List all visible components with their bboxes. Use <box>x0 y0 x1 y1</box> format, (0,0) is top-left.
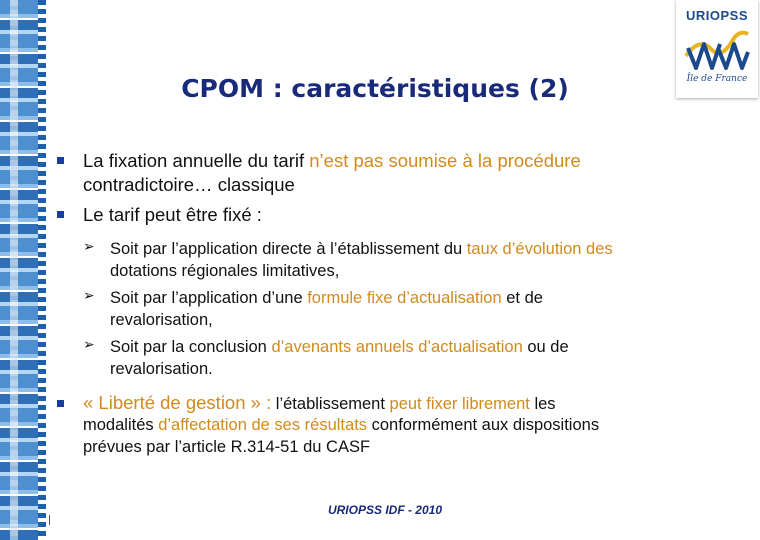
liberte-line-3: prévues par l’article R.314-51 du CASF <box>83 438 371 456</box>
sub-item-2-line-1: Soit par l’application d’une formule fixe d’actualisation et de <box>110 289 543 307</box>
sub-item-2-line-2: revalorisation, <box>110 311 213 329</box>
bullet-1-line-1: La fixation annuelle du tarif n’est pas soumise à la procédure <box>83 150 581 171</box>
bullet-1-line-2: contradictoire… classique <box>83 174 295 195</box>
logo-name: URIOPSS <box>685 8 748 23</box>
footer-text: URIOPSS IDF - 2010 <box>327 503 443 517</box>
sub-item-3-line-2: revalorisation. <box>110 360 213 378</box>
uriopss-logo <box>676 0 758 98</box>
arrow-bullet-icon: ➢ <box>83 337 95 353</box>
logo-wave-icon <box>682 26 752 72</box>
stripe-edge-pattern <box>38 0 46 540</box>
sub-item-3-line-1: Soit par la conclusion d’avenants annuels d’actualisation ou de <box>110 338 569 356</box>
liberte-line-2: modalités d’affectation de ses résultats conformément aux dispositions <box>83 416 600 434</box>
bullet-marker <box>57 211 64 218</box>
left-decorative-stripe <box>0 0 46 540</box>
bullet-marker <box>57 400 64 407</box>
logo-signature: Île de France <box>686 74 748 84</box>
bullet-2-line-1: Le tarif peut être fixé : <box>83 204 262 225</box>
sub-item-1-line-1: Soit par l’application directe à l’établissement du taux d’évolution des <box>110 240 613 258</box>
bullet-marker <box>57 157 64 164</box>
stripe-inner-pattern <box>10 0 18 540</box>
arrow-bullet-icon: ➢ <box>83 288 95 304</box>
liberte-line-1: « Liberté de gestion » : l’établissement peut fixer librement les <box>83 392 556 413</box>
sub-item-1-line-2: dotations régionales limitatives, <box>110 262 340 280</box>
arrow-bullet-icon: ➢ <box>83 239 95 255</box>
page-title: CPOM : caractéristiques (2) <box>181 74 569 103</box>
